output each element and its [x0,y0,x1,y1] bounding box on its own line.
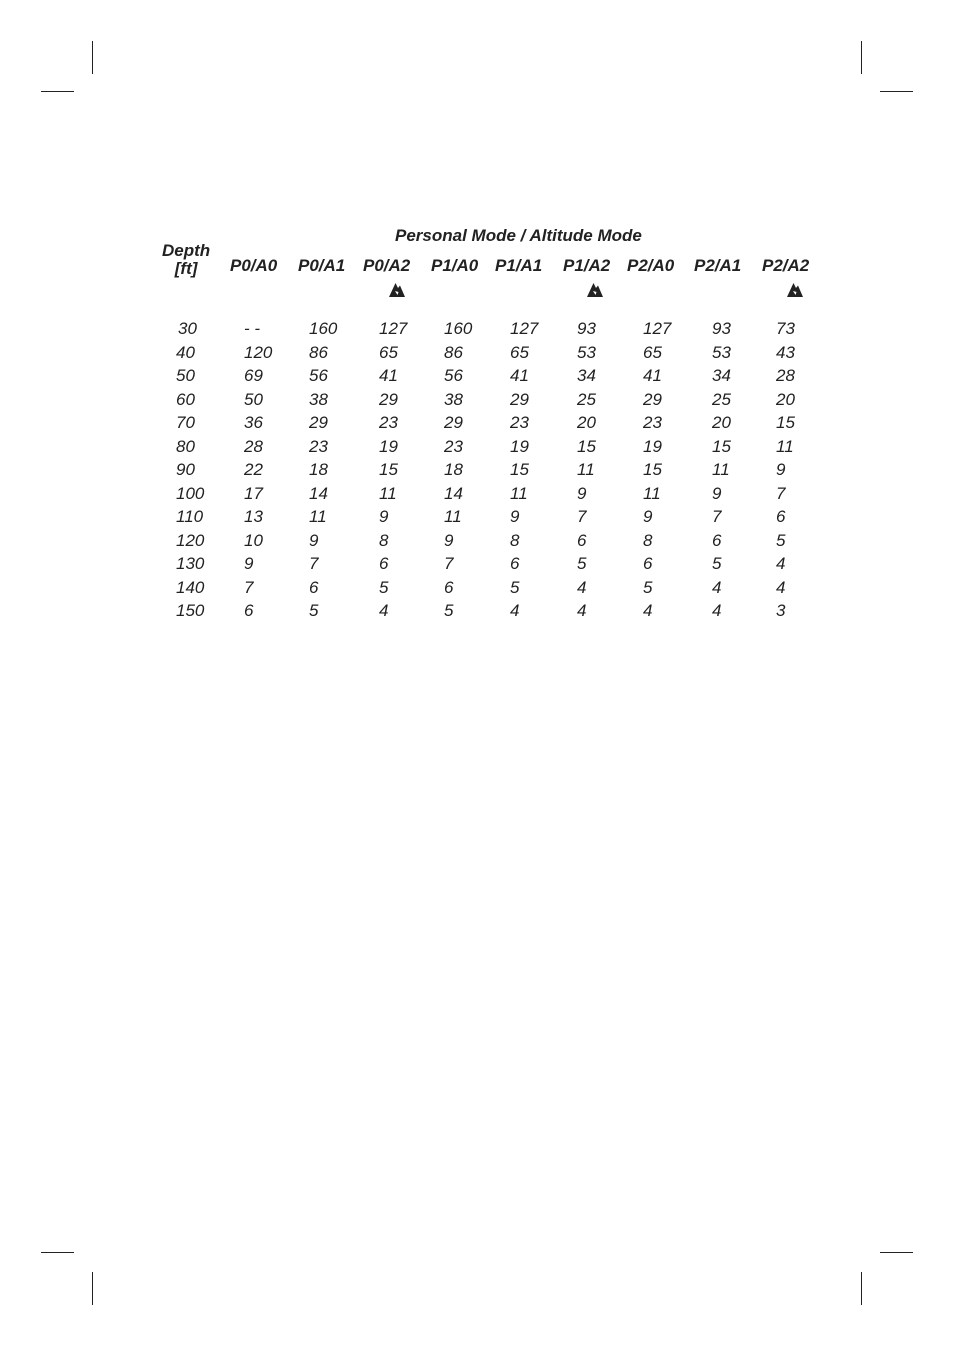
value-cell: 8 [643,530,653,550]
value-cell: 28 [244,436,263,456]
crop-mark-top-left-vertical [92,41,93,74]
value-cell: 127 [643,319,672,338]
value-cell: 19 [379,436,398,456]
value-cell: 9 [577,483,587,503]
value-cell: 15 [510,460,529,479]
value-cell: 23 [379,413,398,432]
crop-mark-bottom-right-horizontal [880,1252,913,1253]
value-cell: 65 [510,342,529,362]
depth-cell: 40 [176,342,195,362]
value-cell: 3 [776,601,786,620]
value-cell: 11 [643,483,661,503]
value-cell: 4 [577,601,587,620]
crop-mark-bottom-right-vertical [861,1272,862,1305]
value-cell: 7 [244,577,254,597]
value-cell: 9 [643,507,653,526]
value-cell: 7 [712,507,722,526]
value-cell: 25 [712,389,731,409]
value-cell: 38 [309,389,328,409]
value-cell: 25 [577,389,596,409]
depth-cell: 150 [176,601,205,620]
value-cell: 18 [444,460,463,479]
value-cell: 6 [510,554,520,573]
crop-mark-top-left-horizontal [41,91,74,92]
value-cell: 5 [776,530,786,550]
mode-title: Personal Mode / Altitude Mode [395,226,642,245]
value-cell: 6 [643,554,653,573]
value-cell: 4 [577,577,587,597]
value-cell: 5 [444,601,454,620]
value-cell: 5 [643,577,653,597]
value-cell: 11 [712,460,730,479]
value-cell: 5 [712,554,722,573]
value-cell: 23 [643,413,662,432]
value-cell: 65 [643,342,662,362]
value-cell: 20 [776,389,795,409]
value-cell: 11 [444,507,462,526]
value-cell: 6 [379,554,389,573]
value-cell: 34 [712,366,731,385]
value-cell: 53 [712,342,731,362]
value-cell: 4 [712,577,722,597]
crop-mark-top-right-horizontal [880,91,913,92]
depth-cell: 130 [176,554,205,573]
value-cell: 6 [444,577,454,597]
depth-column-header [162,242,210,278]
crop-mark-bottom-left-horizontal [41,1252,74,1253]
value-cell: 160 [309,319,338,338]
value-cell: 160 [444,319,473,338]
value-cell: 11 [510,483,528,503]
value-cell: 4 [776,554,786,573]
value-cell: 86 [309,342,328,362]
crop-mark-bottom-left-vertical [92,1272,93,1305]
value-cell: 38 [444,389,463,409]
value-cell: 8 [379,530,389,550]
value-cell: 5 [379,577,389,597]
value-cell: 20 [712,413,731,432]
depth-cell: 70 [176,413,195,432]
value-cell: 29 [510,389,529,409]
value-cell: 29 [379,389,398,409]
value-cell: 23 [309,436,328,456]
value-cell: 22 [244,460,263,479]
value-cell: 28 [776,366,795,385]
value-cell: 65 [379,342,398,362]
value-cell: 15 [379,460,398,479]
value-cell: 4 [643,601,653,620]
column-header-p0-a1: P0/A1 [298,256,346,275]
column-header-p1-a0: P1/A0 [431,256,479,275]
value-cell: 9 [510,507,520,526]
value-cell: 4 [510,601,520,620]
value-cell: 6 [577,530,587,550]
value-cell: 6 [309,577,319,597]
column-header-p0-a0: P0/A0 [230,256,278,275]
depth-cell: 140 [176,577,205,597]
value-cell: 7 [776,483,786,503]
value-cell: 86 [444,342,463,362]
value-cell: 19 [510,436,529,456]
value-cell: 18 [309,460,328,479]
depth-cell: 50 [176,366,195,385]
value-cell: 41 [643,366,662,385]
depth-cell: 80 [176,436,195,456]
value-cell: 15 [643,460,662,479]
depth-cell: 120 [176,530,205,550]
depth-label-line1: Depth [162,241,211,260]
crop-mark-top-right-vertical [861,41,862,74]
value-cell: 9 [444,530,454,550]
value-cell: 41 [379,366,398,385]
column-header-p2-a0: P2/A0 [627,256,675,275]
column-header-p1-a2: P1/A2 [563,256,611,275]
value-cell: 11 [577,460,595,479]
value-cell: 6 [776,507,786,526]
depth-cell: 100 [176,483,205,503]
column-header-p0-a2: P0/A2 [363,256,411,275]
value-cell: 127 [379,319,408,338]
value-cell: 5 [510,577,520,597]
depth-label-line2: [ft] [174,259,198,278]
value-cell: 7 [577,507,587,526]
value-cell: 56 [444,366,463,385]
value-cell: 120 [244,342,273,362]
value-cell: 93 [577,319,596,338]
value-cell: 10 [244,530,263,550]
value-cell: 4 [776,577,786,597]
mountain-icon [586,280,604,298]
value-cell: 56 [309,366,328,385]
value-cell: 17 [244,483,263,503]
value-cell: 36 [244,413,263,432]
depth-cell: 110 [176,507,204,526]
value-cell: 7 [309,554,319,573]
value-cell: 29 [309,413,328,432]
value-cell: 34 [577,366,596,385]
value-cell: 9 [712,483,722,503]
value-cell: 11 [379,483,397,503]
depth-cell: 60 [176,389,195,409]
mountain-icon [786,280,804,298]
value-cell: 9 [379,507,389,526]
value-cell: 14 [309,483,328,503]
value-cell: 9 [244,554,254,573]
value-cell: 127 [510,319,539,338]
value-cell: 4 [712,601,722,620]
value-cell: 4 [379,601,389,620]
value-cell: 73 [776,319,795,338]
value-cell: 29 [444,413,463,432]
column-header-p1-a1: P1/A1 [495,256,543,275]
depth-cell: 30 [178,319,197,338]
value-cell: 69 [244,366,263,385]
value-cell: 19 [643,436,662,456]
value-cell: 8 [510,530,520,550]
value-cell: 50 [244,389,263,409]
value-cell: 53 [577,342,596,362]
mountain-icon [388,280,406,298]
value-cell: 15 [776,413,795,432]
value-cell: 20 [577,413,596,432]
value-cell: 6 [712,530,722,550]
value-cell: 6 [244,601,254,620]
value-cell: 5 [309,601,319,620]
value-cell: 14 [444,483,463,503]
value-cell: 5 [577,554,587,573]
value-cell: - - [244,319,261,338]
depth-cell: 90 [176,460,195,479]
value-cell: 15 [712,436,731,456]
value-cell: 43 [776,342,795,362]
column-header-p2-a1: P2/A1 [694,256,742,275]
value-cell: 23 [444,436,463,456]
value-cell: 11 [309,507,327,526]
value-cell: 11 [776,436,794,456]
value-cell: 9 [309,530,319,550]
value-cell: 93 [712,319,731,338]
value-cell: 23 [510,413,529,432]
value-cell: 9 [776,460,786,479]
value-cell: 41 [510,366,529,385]
column-header-p2-a2: P2/A2 [762,256,810,275]
value-cell: 13 [244,507,263,526]
value-cell: 15 [577,436,596,456]
value-cell: 29 [643,389,662,409]
value-cell: 7 [444,554,454,573]
